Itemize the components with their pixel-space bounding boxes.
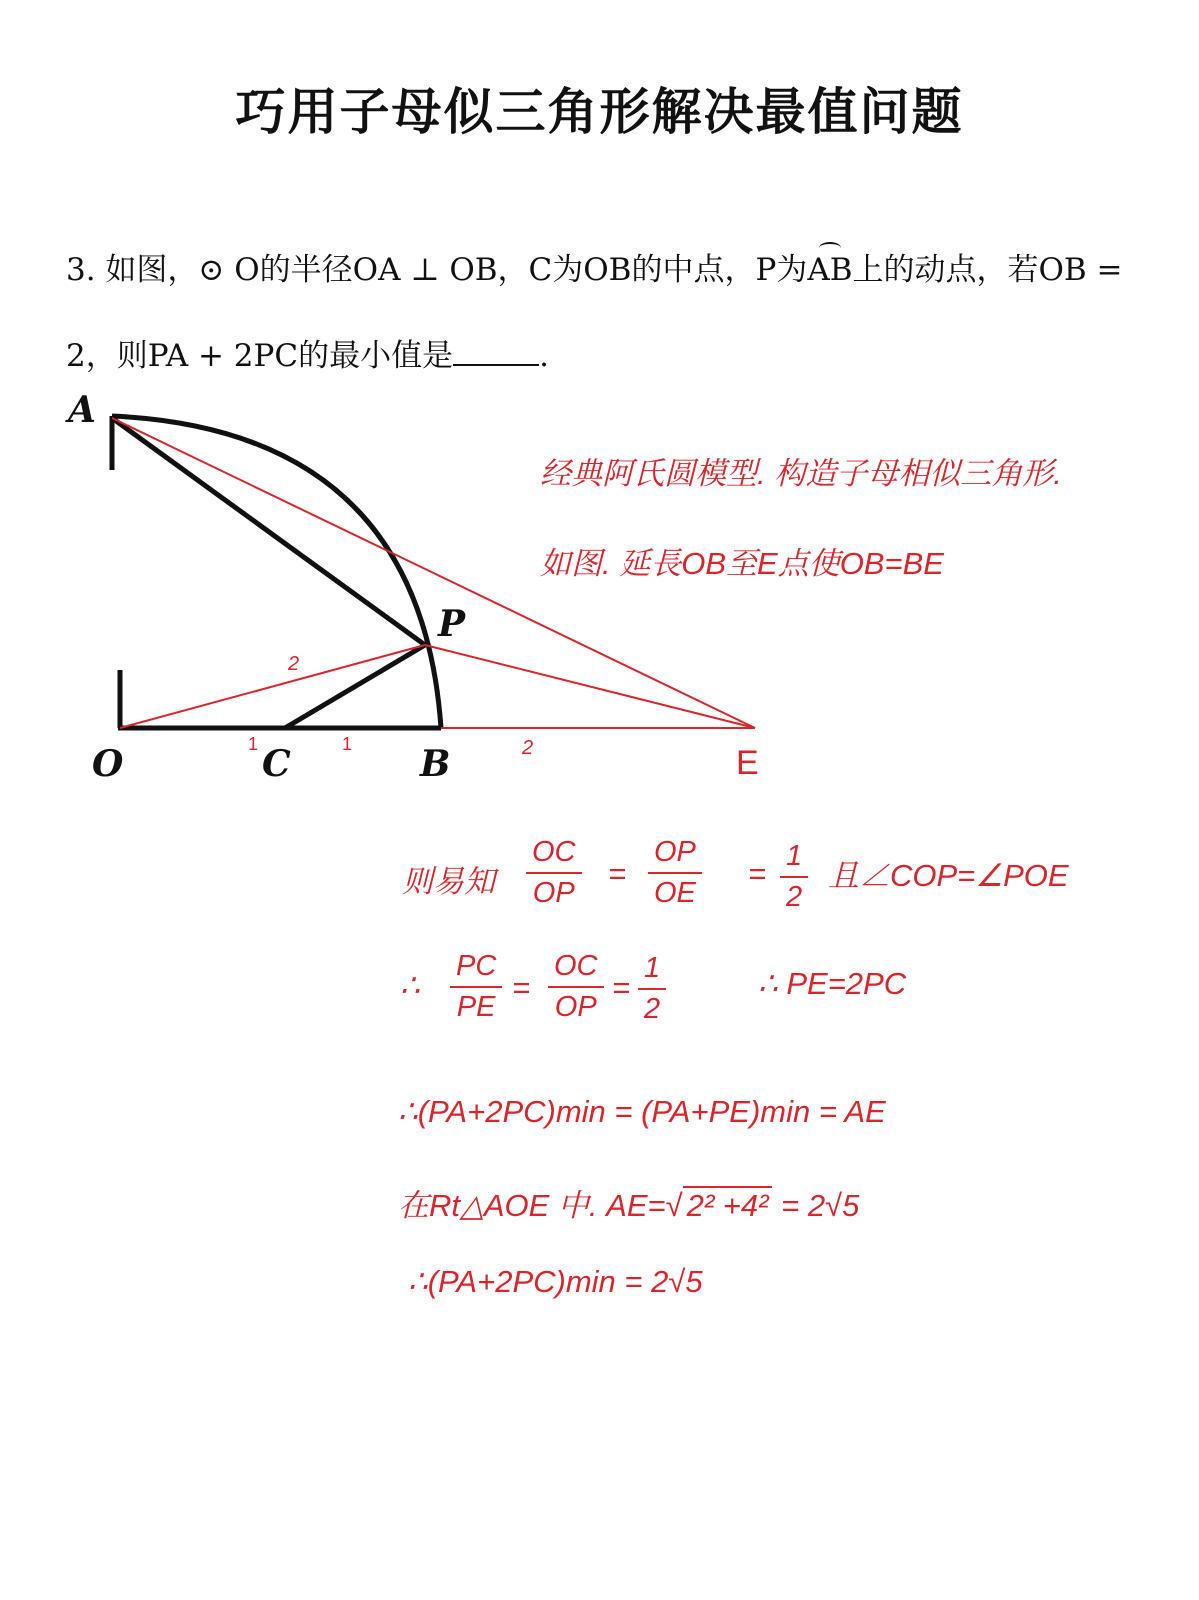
fraction-denominator: OP xyxy=(526,872,582,910)
note-rt-result: = 2√5 xyxy=(772,1188,860,1223)
fraction-numerator: PC xyxy=(456,950,497,982)
note-rt-triangle xyxy=(398,1180,859,1225)
fraction-numerator: OC xyxy=(554,950,598,982)
label-p: P xyxy=(438,603,466,645)
equals-sign: = xyxy=(748,856,767,891)
fraction-oc-op-2 xyxy=(548,950,604,1024)
fraction-numerator: 1 xyxy=(786,840,803,872)
problem-text-c: 2，则PA + 2PC的最小值是 xyxy=(66,338,454,374)
equals-sign: = xyxy=(608,856,627,891)
length-oc: 1 xyxy=(248,734,259,754)
label-b: B xyxy=(420,743,451,785)
problem-text-b: 上的动点，若OB = xyxy=(852,252,1123,288)
problem-line-1 xyxy=(66,244,1123,289)
label-c: C xyxy=(262,743,291,785)
length-cb: 1 xyxy=(342,734,353,754)
equals-sign: = xyxy=(512,970,531,1005)
fraction-denominator: 2 xyxy=(638,988,666,1026)
note-pe-equals: ∴ PE=2PC xyxy=(758,966,907,1001)
note-model: 经典阿氏圆模型. 构造子母相似三角形. xyxy=(540,456,1062,491)
label-e: E xyxy=(736,744,759,782)
segment-pc xyxy=(285,645,425,728)
geometry-figure xyxy=(0,380,800,810)
problem-text-d: . xyxy=(539,338,549,374)
fraction-pc-pe xyxy=(450,950,502,1024)
note-construct: 如图. 延長OB至E点使OB=BE xyxy=(540,546,944,581)
fraction-denominator: OE xyxy=(648,872,702,910)
note-angle-equal: 且∠COP=∠POE xyxy=(828,858,1069,893)
arc-ab xyxy=(112,416,441,728)
problem-line-2 xyxy=(66,330,549,375)
segment-pe xyxy=(425,645,755,728)
fraction-denominator: PE xyxy=(450,986,502,1024)
fraction-denominator: 2 xyxy=(780,876,808,914)
segment-op xyxy=(120,645,425,728)
problem-text-a: 3. 如图，⊙ O的半径OA ⊥ OB，C为OB的中点，P为 xyxy=(66,252,808,288)
equals-sign: = xyxy=(612,970,631,1005)
length-op: 2 xyxy=(288,653,300,675)
fraction-oc-op xyxy=(526,836,582,910)
fraction-op-oe xyxy=(648,836,702,910)
answer-blank xyxy=(453,340,539,366)
fraction-numerator: OC xyxy=(532,836,576,868)
length-be: 2 xyxy=(522,737,534,759)
fraction-one-half-2 xyxy=(638,952,666,1026)
note-then-prefix: 则易知 xyxy=(402,864,495,899)
label-a: A xyxy=(68,389,96,431)
note-final-answer: ∴(PA+2PC)min = 2√5 xyxy=(408,1264,703,1299)
fraction-denominator: OP xyxy=(548,986,604,1024)
fraction-numerator: 1 xyxy=(644,952,661,984)
fraction-numerator: OP xyxy=(654,836,696,868)
therefore-symbol: ∴ xyxy=(400,968,420,1003)
fraction-one-half xyxy=(780,840,808,914)
note-min-ae: ∴(PA+2PC)min = (PA+PE)min = AE xyxy=(398,1094,886,1129)
page-title: 巧用子母似三角形解决最值问题 xyxy=(235,83,964,141)
label-o: O xyxy=(92,743,124,785)
note-rt-prefix: 在Rt△AOE 中. AE=√ xyxy=(398,1188,683,1223)
arc-ab-label: AB xyxy=(807,252,853,288)
radicand: 2² +4² xyxy=(683,1186,773,1223)
